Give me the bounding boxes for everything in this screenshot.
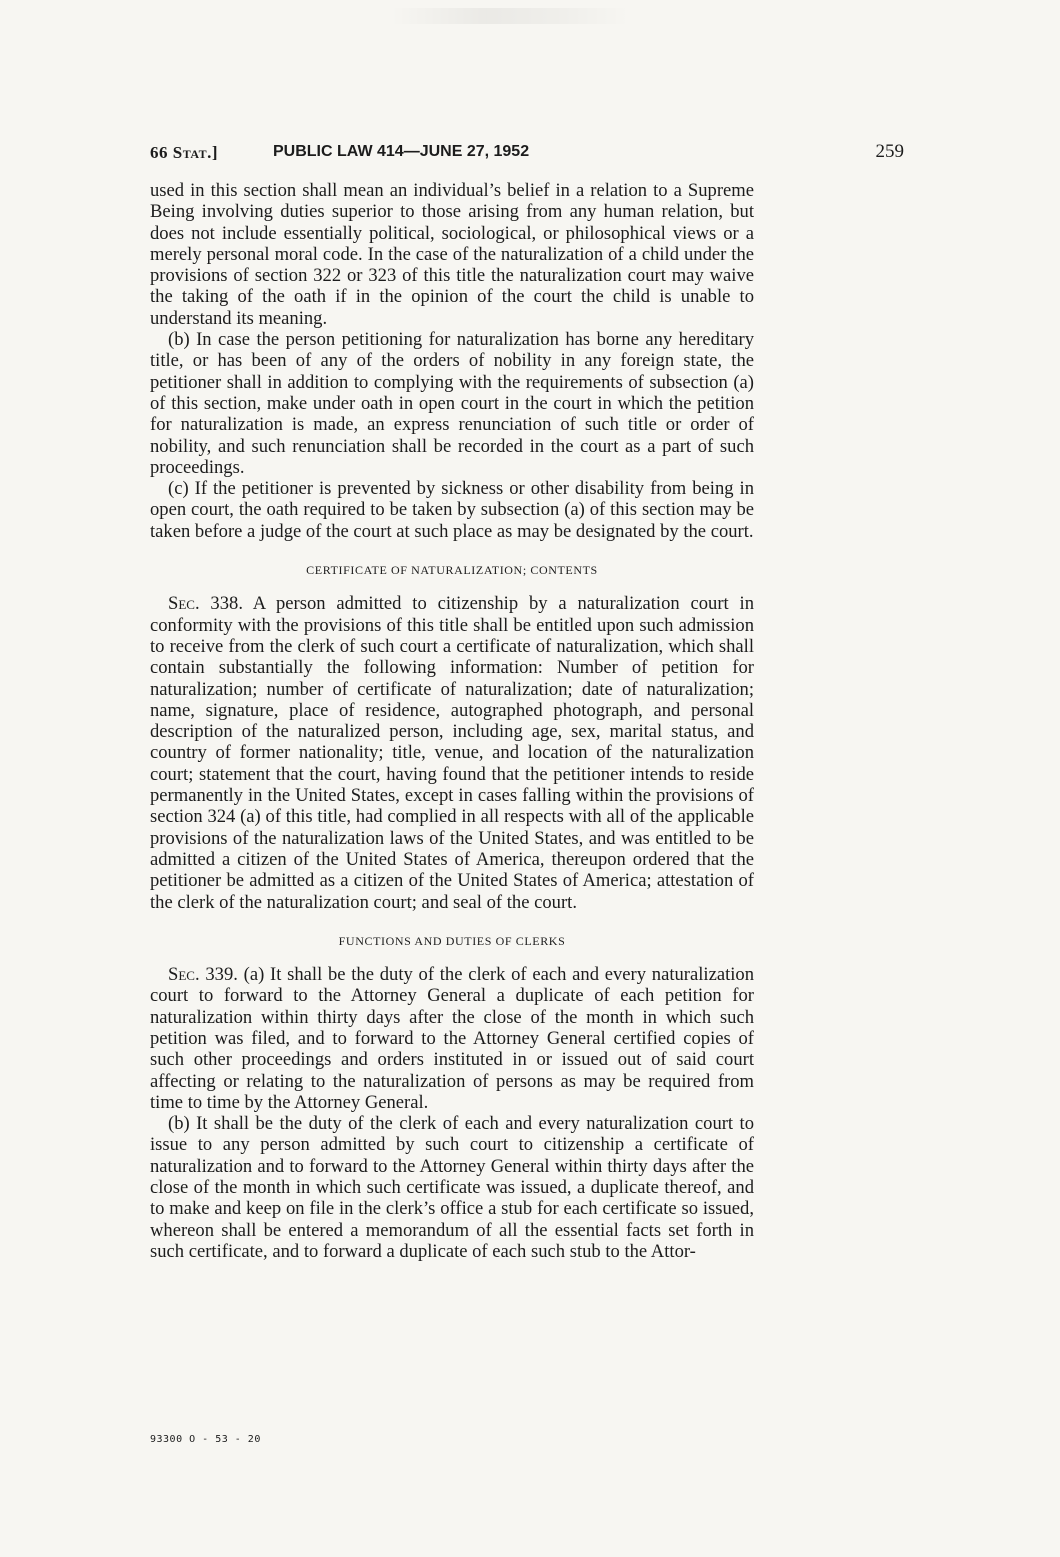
paragraph-continued: used in this section shall mean an individual’s belief in a relation to a Supreme Being involving duties superior to those arising from any human relation, but does not include essentially political, sociological, or philosophical views or a merely personal moral code. In the case of the naturalization of a child under the provisions of section 322 or 323 of this title the naturalization court may waive the taking of the oath if in the opinion of the court the child is unable to understand its meaning. — [150, 180, 754, 329]
section-339-a — [150, 964, 754, 1113]
page-title: PUBLIC LAW 414—JUNE 27, 1952 — [273, 143, 530, 160]
print-code: 93300 O - 53 - 20 — [150, 1434, 261, 1445]
volume-citation: 66 Stat.] — [150, 143, 219, 162]
page-header — [150, 141, 910, 171]
page-body — [150, 180, 754, 1262]
section-339-b: (b) It shall be the duty of the clerk of each and every naturalization court to issue to any person admitted by such court to citizenship a certificate of naturalization and to forward to the Attorney General within thirty days after the close of the month in which such certificate was issued, a duplicate thereof, and to make and keep on file in the clerk’s office a stub for each certificate so issued, whereon shall be entered a memorandum of all the essential facts set forth in such certificate, and to forward a duplicate of each such stub to the Attor- — [150, 1113, 754, 1262]
section-339-label: Sec. — [168, 964, 200, 986]
section-338-text — [150, 593, 754, 912]
paragraph-b: (b) In case the person petitioning for naturalization has borne any hereditary title, or has been of any of the orders of nobility in any foreign state, the petitioner shall in addition to complying with the requirements of subsection (a) of this section, make under oath in open court in the court in which the petition for naturalization is made, an express renunciation of such title or order of nobility, and such renunciation shall be recorded in the court as a part of such proceedings. — [150, 329, 754, 478]
section-338-body: 338. A person admitted to citizenship by a naturalization court in conformity with the provisions of this title shall be entitled upon such admission to receive from the clerk of such court a certificate of naturalization, which shall contain substantially the following information: Number of petition for naturalization; number of certificate of naturalization; date of naturalization; name, signature, place of residence, autographed photograph, and personal description of the naturalized person, including age, sex, marital status, and country of former nationality; title, venue, and location of the naturalization court; statement that the court, having found that the petitioner intends to reside permanently in the United States, except in cases falling within the provisions of section 324 (a) of this title, had complied in all respects with all of the applicable provisions of the naturalization laws of the United States, and was entitled to be admitted a citizen of the United States of America, thereupon ordered that the petitioner be admitted as a citizen of the United States of America; attestation of the clerk of the naturalization court; and seal of the court. — [150, 593, 754, 913]
scan-artifact — [390, 8, 630, 24]
section-338-heading: CERTIFICATE OF NATURALIZATION; CONTENTS — [306, 563, 598, 578]
section-338-label: Sec. — [168, 593, 200, 615]
section-339-heading: FUNCTIONS AND DUTIES OF CLERKS — [338, 933, 566, 948]
paragraph-c: (c) If the petitioner is prevented by sickness or other disability from being in open court, the oath required to be taken by subsection (a) of this section may be taken before a judge of the court at such place as may be designated by the court. — [150, 478, 754, 542]
section-339-a-body: 339. (a) It shall be the duty of the clerk of each and every naturalization court to forward to the Attorney General a duplicate of each petition for naturalization within thirty days after the close of the month in which such petition was filed, and to forward to the Attorney General certified copies of such other proceedings and orders instituted in or issued out of said court affecting or relating to the naturalization of persons as may be required from time to time by the Attorney General. — [150, 964, 754, 1113]
page-number: 259 — [875, 141, 904, 162]
